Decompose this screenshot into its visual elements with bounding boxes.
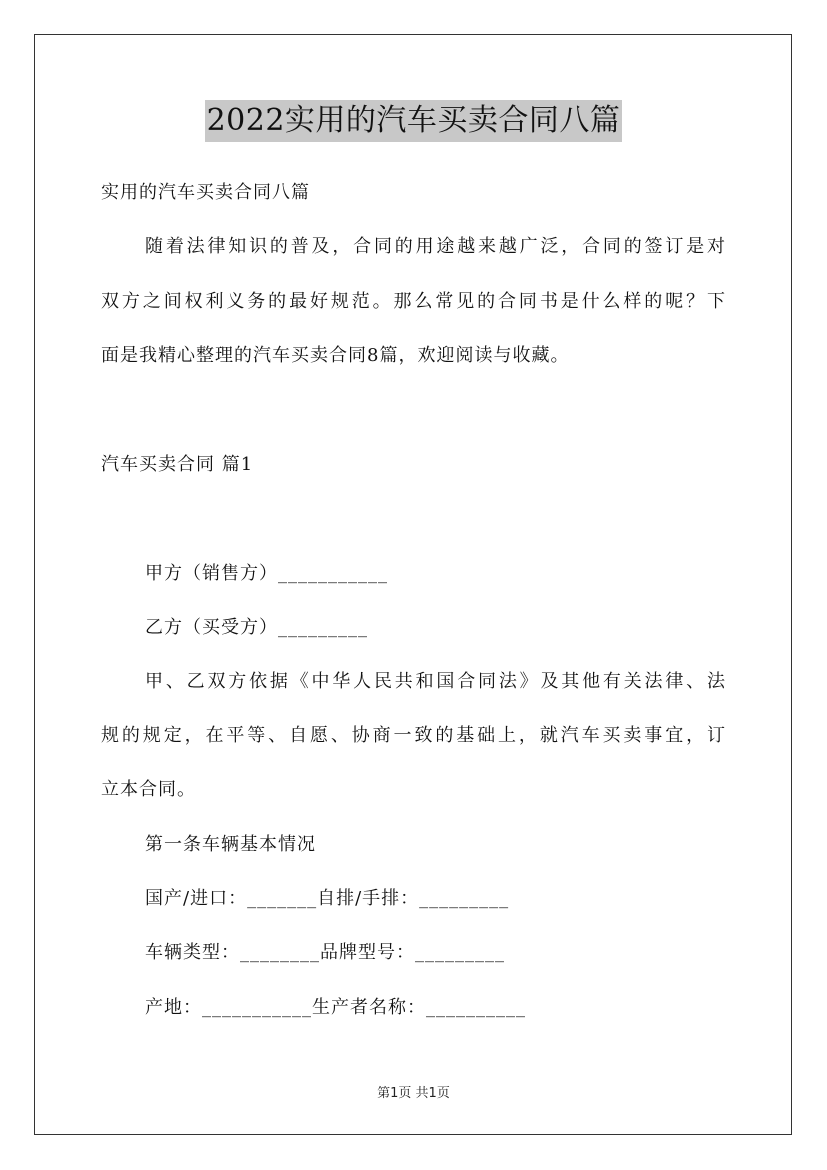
document-title: 2022实用的汽车买卖合同八篇 (205, 100, 623, 142)
section-heading: 汽车买卖合同 篇1 (101, 454, 254, 475)
field-type-model: 车辆类型：________品牌型号：_________ (145, 942, 505, 963)
intro-line-3: 面是我精心整理的汽车买卖合同8篇，欢迎阅读与收藏。 (101, 345, 570, 366)
field-origin-transmission: 国产/进口：_______自排/手排：_________ (145, 888, 510, 909)
preamble-line-2: 规的规定，在平等、自愿、协商一致的基础上，就汽车买卖事宜，订 (101, 725, 725, 746)
intro-line-1: 随着法律知识的普及，合同的用途越来越广泛，合同的签订是对 (145, 236, 725, 257)
intro-line-2: 双方之间权利义务的最好规范。那么常见的合同书是什么样的呢？下 (101, 291, 725, 312)
article-1-heading: 第一条车辆基本情况 (145, 834, 316, 855)
field-origin-manufacturer: 产地：___________生产者名称：__________ (145, 997, 526, 1018)
preamble-line-3: 立本合同。 (101, 779, 196, 800)
preamble-line-1: 甲、乙双方依据《中华人民共和国合同法》及其他有关法律、法 (145, 671, 725, 692)
party-b-field: 乙方（买受方）_________ (145, 617, 368, 638)
party-a-field: 甲方（销售方）___________ (145, 563, 388, 584)
page-footer: 第1页 共1页 (377, 1086, 450, 1101)
title-wrapper (0, 100, 827, 142)
document-subtitle: 实用的汽车买卖合同八篇 (101, 182, 310, 203)
